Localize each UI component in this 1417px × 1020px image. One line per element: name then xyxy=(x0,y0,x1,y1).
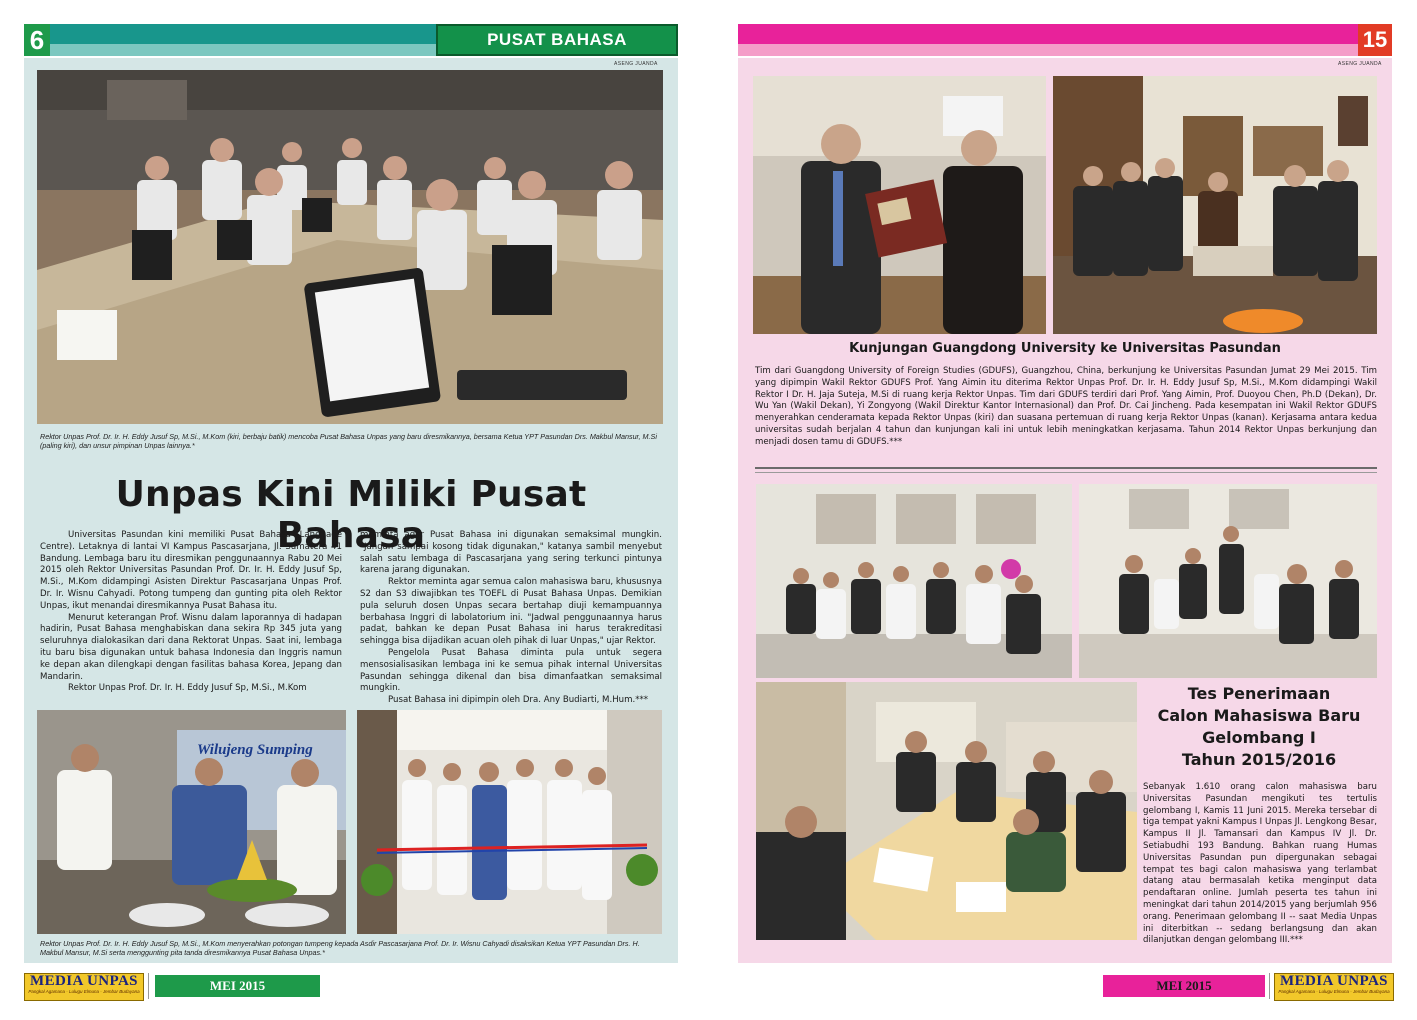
visit-article-title: Kunjungan Guangdong University ke Universitas Pasundan xyxy=(849,341,1281,356)
title-line: Tahun 2015/2016 xyxy=(1181,750,1337,769)
right-footer-date: MEI 2015 xyxy=(1103,975,1265,997)
left-footer-date: MEI 2015 xyxy=(155,975,320,997)
paragraph: Pengelola Pusat Bahasa diminta pula untuk segera mensosialisasikan lembaga ini ke semua pihak internal Universitas Pasundan sehingga dikenal dan bisa dimanfaatkan semaksimal mungkin. xyxy=(360,647,662,694)
section-divider-thin xyxy=(755,472,1377,473)
ribbon-cutting-photo xyxy=(357,710,662,934)
language-lab-photo xyxy=(37,70,663,424)
souvenir-handover-photo xyxy=(753,76,1046,334)
admission-test-body: Sebanyak 1.610 orang calon mahasiswa baru Universitas Pasundan mengikuti tes tertulis gelombang I, Kamis 11 Juni 2015. Mereka tersebar di tiga tempat yakni Kampus I Unpas Jl. Lengkong Besar, Kampus II Jl. Tamansari dan Kampus IV Jl. Dr. Setiabudhi 193 Bandung. Bahkan ruang Humas Universitas Pasundan pun dipergunakan sebagai tempat tes bagi calon mahasiswa yang terlambat datang atau bermasalah ketika menginput data pendaftaran online. Jumlah peserta tes tahun ini meningkat dari tahun 2014/2015 yang berjumlah 956 orang. Penerimaan gelombang II -- saat Media Unpas ini diterbitkan -- sedang berlangsung dan akan dilanjutkan dengan gelombang III.*** xyxy=(1143,782,1377,946)
footer-divider xyxy=(1269,973,1270,999)
title-line: Calon Mahasiswa Baru xyxy=(1157,706,1361,725)
paragraph: Rektor meminta agar semua calon mahasiswa baru, khususnya S2 dan S3 diwajibkan tes TOEFL di Pusat Bahasa Unpas. Demikian pula seluruh dosen Unpas secara bertahap diuji kemampuannya berbahasa Inggri di labolatorium ini. "Jadwal penggunaannya harus padat, bahkan ke depan Pusat Bahasa ini harus terakreditasi sehingga bisa dijadikan acuan oleh pihak di luar Unpas," ujar Rektor. xyxy=(360,577,662,647)
admission-test-title xyxy=(1141,683,1377,771)
article-column-2 xyxy=(360,530,662,707)
paragraph: Pusat Bahasa ini dipimpin oleh Dra. Any Budiarti, M.Hum.*** xyxy=(388,695,649,706)
meeting-room-photo xyxy=(1053,76,1377,334)
right-header-bar xyxy=(738,24,1358,44)
headline: Unpas Kini Miliki Pusat Bahasa xyxy=(115,474,587,556)
banner-text: Wilujeng Sumping xyxy=(197,742,313,758)
right-header-bar-light xyxy=(738,44,1358,56)
left-header-bar xyxy=(50,24,436,44)
footer-divider xyxy=(148,973,149,999)
paragraph: Universitas Pasundan kini memiliki Pusat Bahasa (Language Centre). Letaknya di lantai VI Kampus Pascasarjana, Jl. Sumatera 41 Bandung. Lembaga baru itu diresmikan penggunaannya Rabu 20 Mei 2015 oleh Rektor Universitas Pasundan Prof. Dr. Ir. H. Eddy Jusuf Sp, M.Si., M.Kom didampingi Asisten Direktur Pascasarjana Unpas Prof. Dr. Ir. Wisnu Cahyadi. Potong tumpeng dan gunting pita oleh Rektor Unpas, ikut menandai diresmikannya Pusat Bahasa itu. xyxy=(40,530,342,611)
logo-tagline: Pangkal Agamana · Lulugu Elmuna · Jembar Budayana xyxy=(28,989,140,994)
humas-room-exam-photo xyxy=(756,682,1137,940)
title-line: Tes Penerimaan xyxy=(1187,684,1331,703)
title-line: Gelombang I xyxy=(1202,728,1316,747)
right-page-number: 15 xyxy=(1358,24,1392,56)
section-divider xyxy=(755,467,1377,469)
exam-room-photo-1 xyxy=(756,484,1072,678)
article-column-1 xyxy=(40,530,342,695)
paragraph: meminta agar Pusat Bahasa ini digunakan semaksimal mungkin. "Jangan sampai kosong tidak digunakan," katanya sambil menyebut salah satu lembaga di Pascasarjana yang sering terkunci pintunya karena jarang digunakan. xyxy=(360,530,662,576)
right-photo-credit: ASENG JUANDA xyxy=(1338,61,1382,67)
exam-room-photo-2 xyxy=(1079,484,1377,678)
tumpeng-photo xyxy=(37,710,346,934)
bottom-photos-caption: Rektor Unpas Prof. Dr. Ir. H. Eddy Jusuf Sp, M.Si., M.Kom menyerahkan potongan tumpeng kepada Asdir Pascasarjana Prof. Dr. Ir. Wisnu Cahyadi disaksikan Ketua YPT Pasundan Drs. H. Makbul Mansur, M.Si serta menggunting pita tanda diresmikannya Pusat Bahasa Unpas.* xyxy=(40,939,640,957)
media-unpas-logo-left xyxy=(24,973,144,1001)
visit-article-body: Tim dari Guangdong University of Foreign Studies (GDUFS), Guangzhou, China, berkunjung ke Universitas Pasundan Jumat 29 Mei 2015. Tim yang dipimpin Wakil Rektor GDUFS Prof. Yang Aimin itu diterima Rektor Unpas Prof. Dr. Ir. H. Eddy Jusuf Sp, M.Si., M.Kom didampingi Wakil Rektor I Dr. H. Jaja Suteja, M.Si di ruang kerja Rektor Unpas. Tim dari GDUFS terdiri dari Prof. Yang Aimin, Prof. Duoyou Chen, Ph.D (Dekan), Dr. Wu Yan (Wakil Dekan), Yi Zongyong (Wakil Direktur Kantor Internasional) dan Prof. Dr. Cai Jincheng. Pada kesempatan ini Wakil Rektor GDUFS menyerahkan cenderamata kepada Rektor Unpas (kiri) dan suasana pertemuan di ruang kerja Rektor Unpas (kanan). Kerjasama antara kedua universitas sudah berjalan 4 tahun dan kunjungan kali ini untuk lebih meningkatkan kerjasama. Tahun 2014 Rektor Unpas berkunjung dan menjadi dosen tamu di GDUFS.*** xyxy=(755,366,1377,447)
logo-tagline: Pangkal Agamana · Lulugu Elmuna · Jembar Budayana xyxy=(1278,989,1390,994)
section-label: PUSAT BAHASA xyxy=(436,24,678,56)
main-photo-caption: Rektor Unpas Prof. Dr. Ir. H. Eddy Jusuf Sp, M.Si., M.Kom (kiri, berbaju batik) mencoba Pusat Bahasa Unpas yang baru diresmikannya, bersama Ketua YPT Pasundan Drs. Makbul Mansur, M.Si (paling kiri), dan unsur pimpinan Unpas lainnya.* xyxy=(40,432,657,450)
left-page-number: 6 xyxy=(24,24,50,56)
media-unpas-logo-right xyxy=(1274,973,1394,1001)
logo-text: MEDIA UNPAS xyxy=(30,973,138,989)
left-photo-credit: ASENG JUANDA xyxy=(614,61,658,67)
left-header-bar-light xyxy=(50,44,436,56)
logo-text: MEDIA UNPAS xyxy=(1280,973,1388,989)
paragraph: Rektor Unpas Prof. Dr. Ir. H. Eddy Jusuf Sp, M.Si., M.Kom xyxy=(68,683,307,694)
paragraph: Menurut keterangan Prof. Wisnu dalam laporannya di hadapan hadirin, Pusat Bahasa menghabiskan dana sekira Rp 345 juta yang seluruhnya dialokasikan dari dana Rektorat Unpas. Saat ini, lembaga itu baru bisa digunakan untuk bahasa Indonesia dan Inggris namun ke depan akan dilengkapi dengan fasilitas bahasa Korea, Jepang dan Mandarin. xyxy=(40,612,342,682)
